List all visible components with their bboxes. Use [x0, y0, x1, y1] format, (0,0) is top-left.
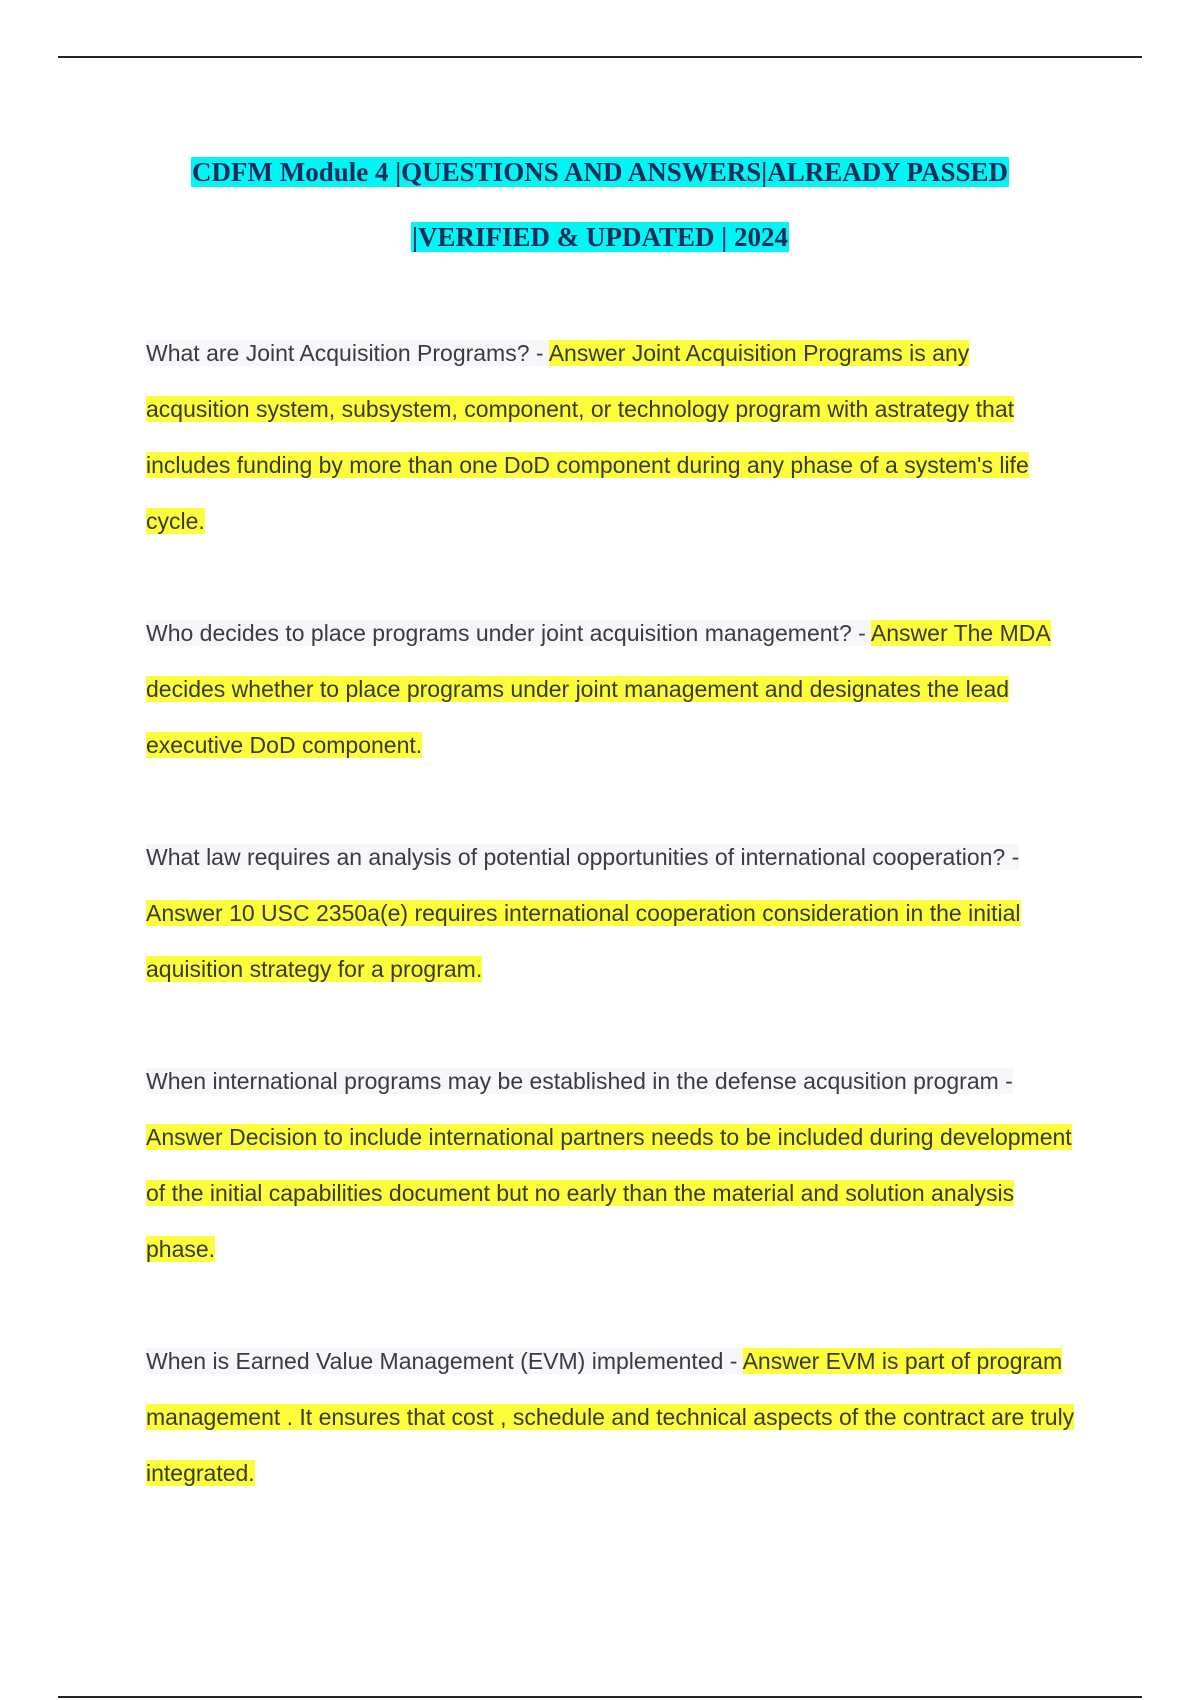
title-line-1	[0, 140, 1200, 205]
separator: -	[1005, 844, 1020, 870]
answer-text: Answer 10 USC 2350a(e) requires international cooperation consideration in the initial aquisition strategy for a program.	[146, 900, 1021, 982]
qa-item-3	[146, 829, 1076, 997]
question-text: What are Joint Acquisition Programs?	[146, 340, 530, 366]
document-title	[0, 140, 1200, 270]
answer-text: Answer Decision to include international partners needs to be included during development of the initial capabilities document but no early than the material and solution analysis phase.	[146, 1124, 1072, 1262]
bottom-rule	[58, 1696, 1142, 1698]
answer-text: Answer The MDA decides whether to place programs under joint management and designates the lead executive DoD component.	[146, 620, 1051, 758]
title-line-1-text: CDFM Module 4 |QUESTIONS AND ANSWERS|ALREADY PASSED	[191, 157, 1008, 187]
qa-item-1	[146, 325, 1076, 549]
answer-text: Answer EVM is part of program management . It ensures that cost , schedule and technical aspects of the contract are truly integrated.	[146, 1348, 1075, 1486]
qa-list	[146, 325, 1076, 1557]
separator: -	[529, 340, 549, 366]
question-text: What law requires an analysis of potential opportunities of international cooperation?	[146, 844, 1006, 870]
title-line-2-text: |VERIFIED & UPDATED | 2024	[412, 222, 788, 252]
answer-text: Answer Joint Acquisition Programs is any acqusition system, subsystem, component, or technology program with astrategy that includes funding by more than one DoD component during any phase of a system's life cycle.	[146, 340, 1029, 534]
qa-item-5	[146, 1333, 1076, 1501]
qa-item-4	[146, 1053, 1076, 1277]
separator: -	[723, 1348, 743, 1374]
top-rule	[58, 56, 1142, 58]
title-line-2	[0, 205, 1200, 270]
qa-item-2	[146, 605, 1076, 773]
question-text: When international programs may be established in the defense acqusition program	[146, 1068, 999, 1094]
separator: -	[998, 1068, 1013, 1094]
separator: -	[851, 620, 871, 646]
question-text: When is Earned Value Management (EVM) implemented	[146, 1348, 724, 1374]
question-text: Who decides to place programs under joint acquisition management?	[146, 620, 852, 646]
